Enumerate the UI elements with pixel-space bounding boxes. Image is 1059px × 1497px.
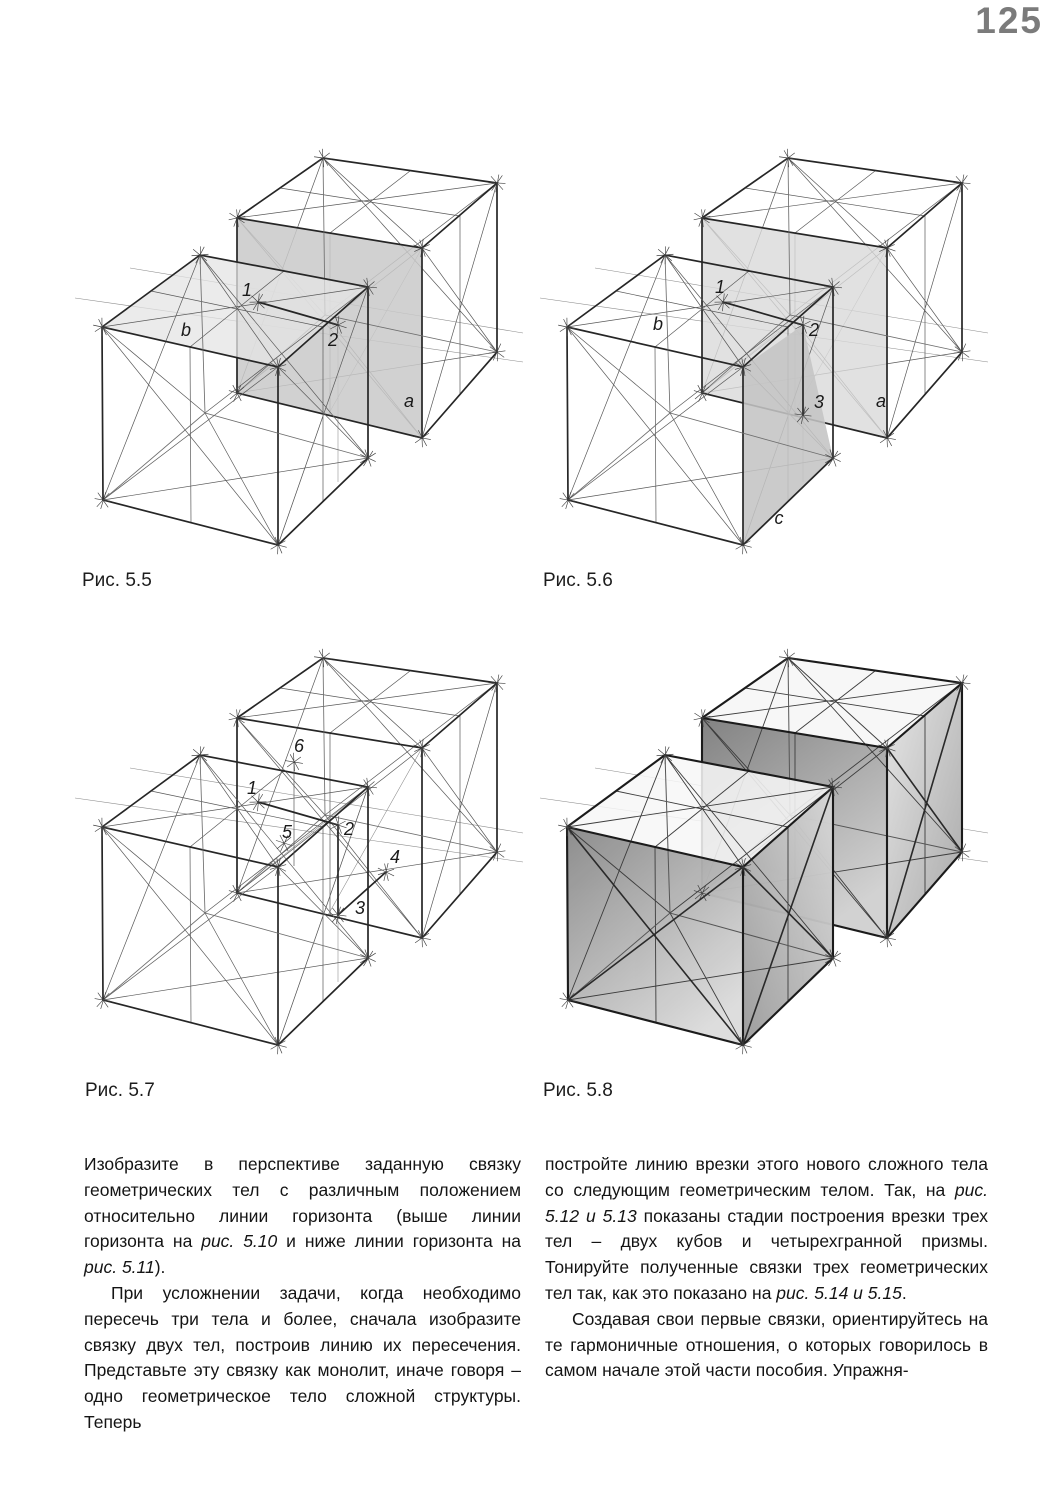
figure-5-8 (540, 630, 990, 1080)
figure-label-b: b (180, 320, 192, 340)
figure-label-2: 2 (343, 819, 355, 839)
paragraph (84, 1152, 521, 1281)
text-run: показаны стадии построения врезки трех тел – двух кубов и четырехгранной призмы. Тонируйте полученные связки трех геометрических тел так, как это показано на (545, 1205, 988, 1303)
figure-caption: Рис. 5.7 (85, 1080, 155, 1101)
text-run: ). (154, 1257, 166, 1278)
figure-label-3: 3 (354, 898, 366, 918)
figure-label-5: 5 (281, 822, 293, 842)
text-run: и ниже линии горизонта на (277, 1231, 522, 1252)
text-column-left (84, 1152, 521, 1436)
text-run: При усложнении задачи, когда необходимо пересечь три тела и более, сначала изобразите связку двух тел, построив линию их пересечения. Представьте эту связку как монолит, иначе говоря – одно геометрическое тело сложной структуры. Теперь (84, 1282, 521, 1432)
text-column-right (545, 1152, 988, 1384)
construction-lines (75, 748, 523, 1045)
figure-label-2: 2 (808, 320, 820, 340)
figure-5-6 (540, 130, 990, 580)
page-number: 125 (975, 0, 1043, 41)
figure-label-2: 2 (327, 330, 339, 350)
figure-5-8-drawing (540, 630, 990, 1080)
figure-caption: Рис. 5.8 (543, 1080, 613, 1101)
figure-label-6: 6 (293, 736, 305, 756)
paragraph (545, 1307, 988, 1384)
text-run-italic: рис. 5.14 и 5.15 (776, 1282, 902, 1303)
text-run-italic: рис. 5.11 (84, 1257, 155, 1278)
figure-label-a: a (875, 391, 887, 411)
figure-label-1: 1 (714, 277, 726, 297)
text-run-italic: рис. 5.10 (201, 1231, 278, 1252)
figure-caption: Рис. 5.6 (543, 570, 613, 591)
figure-label-c: c (774, 508, 784, 528)
figure-caption: Рис. 5.5 (82, 570, 152, 591)
figure-5-5-drawing (75, 130, 525, 580)
paragraph (84, 1281, 521, 1436)
figure-label-b: b (652, 314, 664, 334)
figure-label-1: 1 (246, 778, 258, 798)
vertex-star-marks (90, 648, 509, 1056)
text-run: Создавая свои первые связки, ориентируйтесь на те гармоничные отношения, о которых говорилось в самом начале этой части пособия. Упражня- (545, 1308, 988, 1381)
figure-label-4: 4 (389, 847, 401, 867)
text-run: . (901, 1282, 907, 1303)
figure-label-1: 1 (241, 280, 253, 300)
text-run: Изобразите в перспективе заданную связку геометрических тел с различным положением относительно линии горизонта (выше линии горизонта на (84, 1154, 521, 1252)
figure-5-7-drawing (75, 630, 525, 1080)
figure-5-7 (75, 630, 525, 1080)
text-run-italic: рис. 5.12 и 5.13 (545, 1179, 988, 1226)
paragraph (545, 1152, 988, 1307)
figure-5-5 (75, 130, 525, 580)
figure-5-6-drawing (540, 130, 990, 580)
figure-label-3: 3 (813, 392, 825, 412)
figure-label-a: a (403, 391, 415, 411)
text-run: постройте линию врезки этого нового сложного тела со следующим геометрическим телом. Так, на (545, 1154, 988, 1200)
